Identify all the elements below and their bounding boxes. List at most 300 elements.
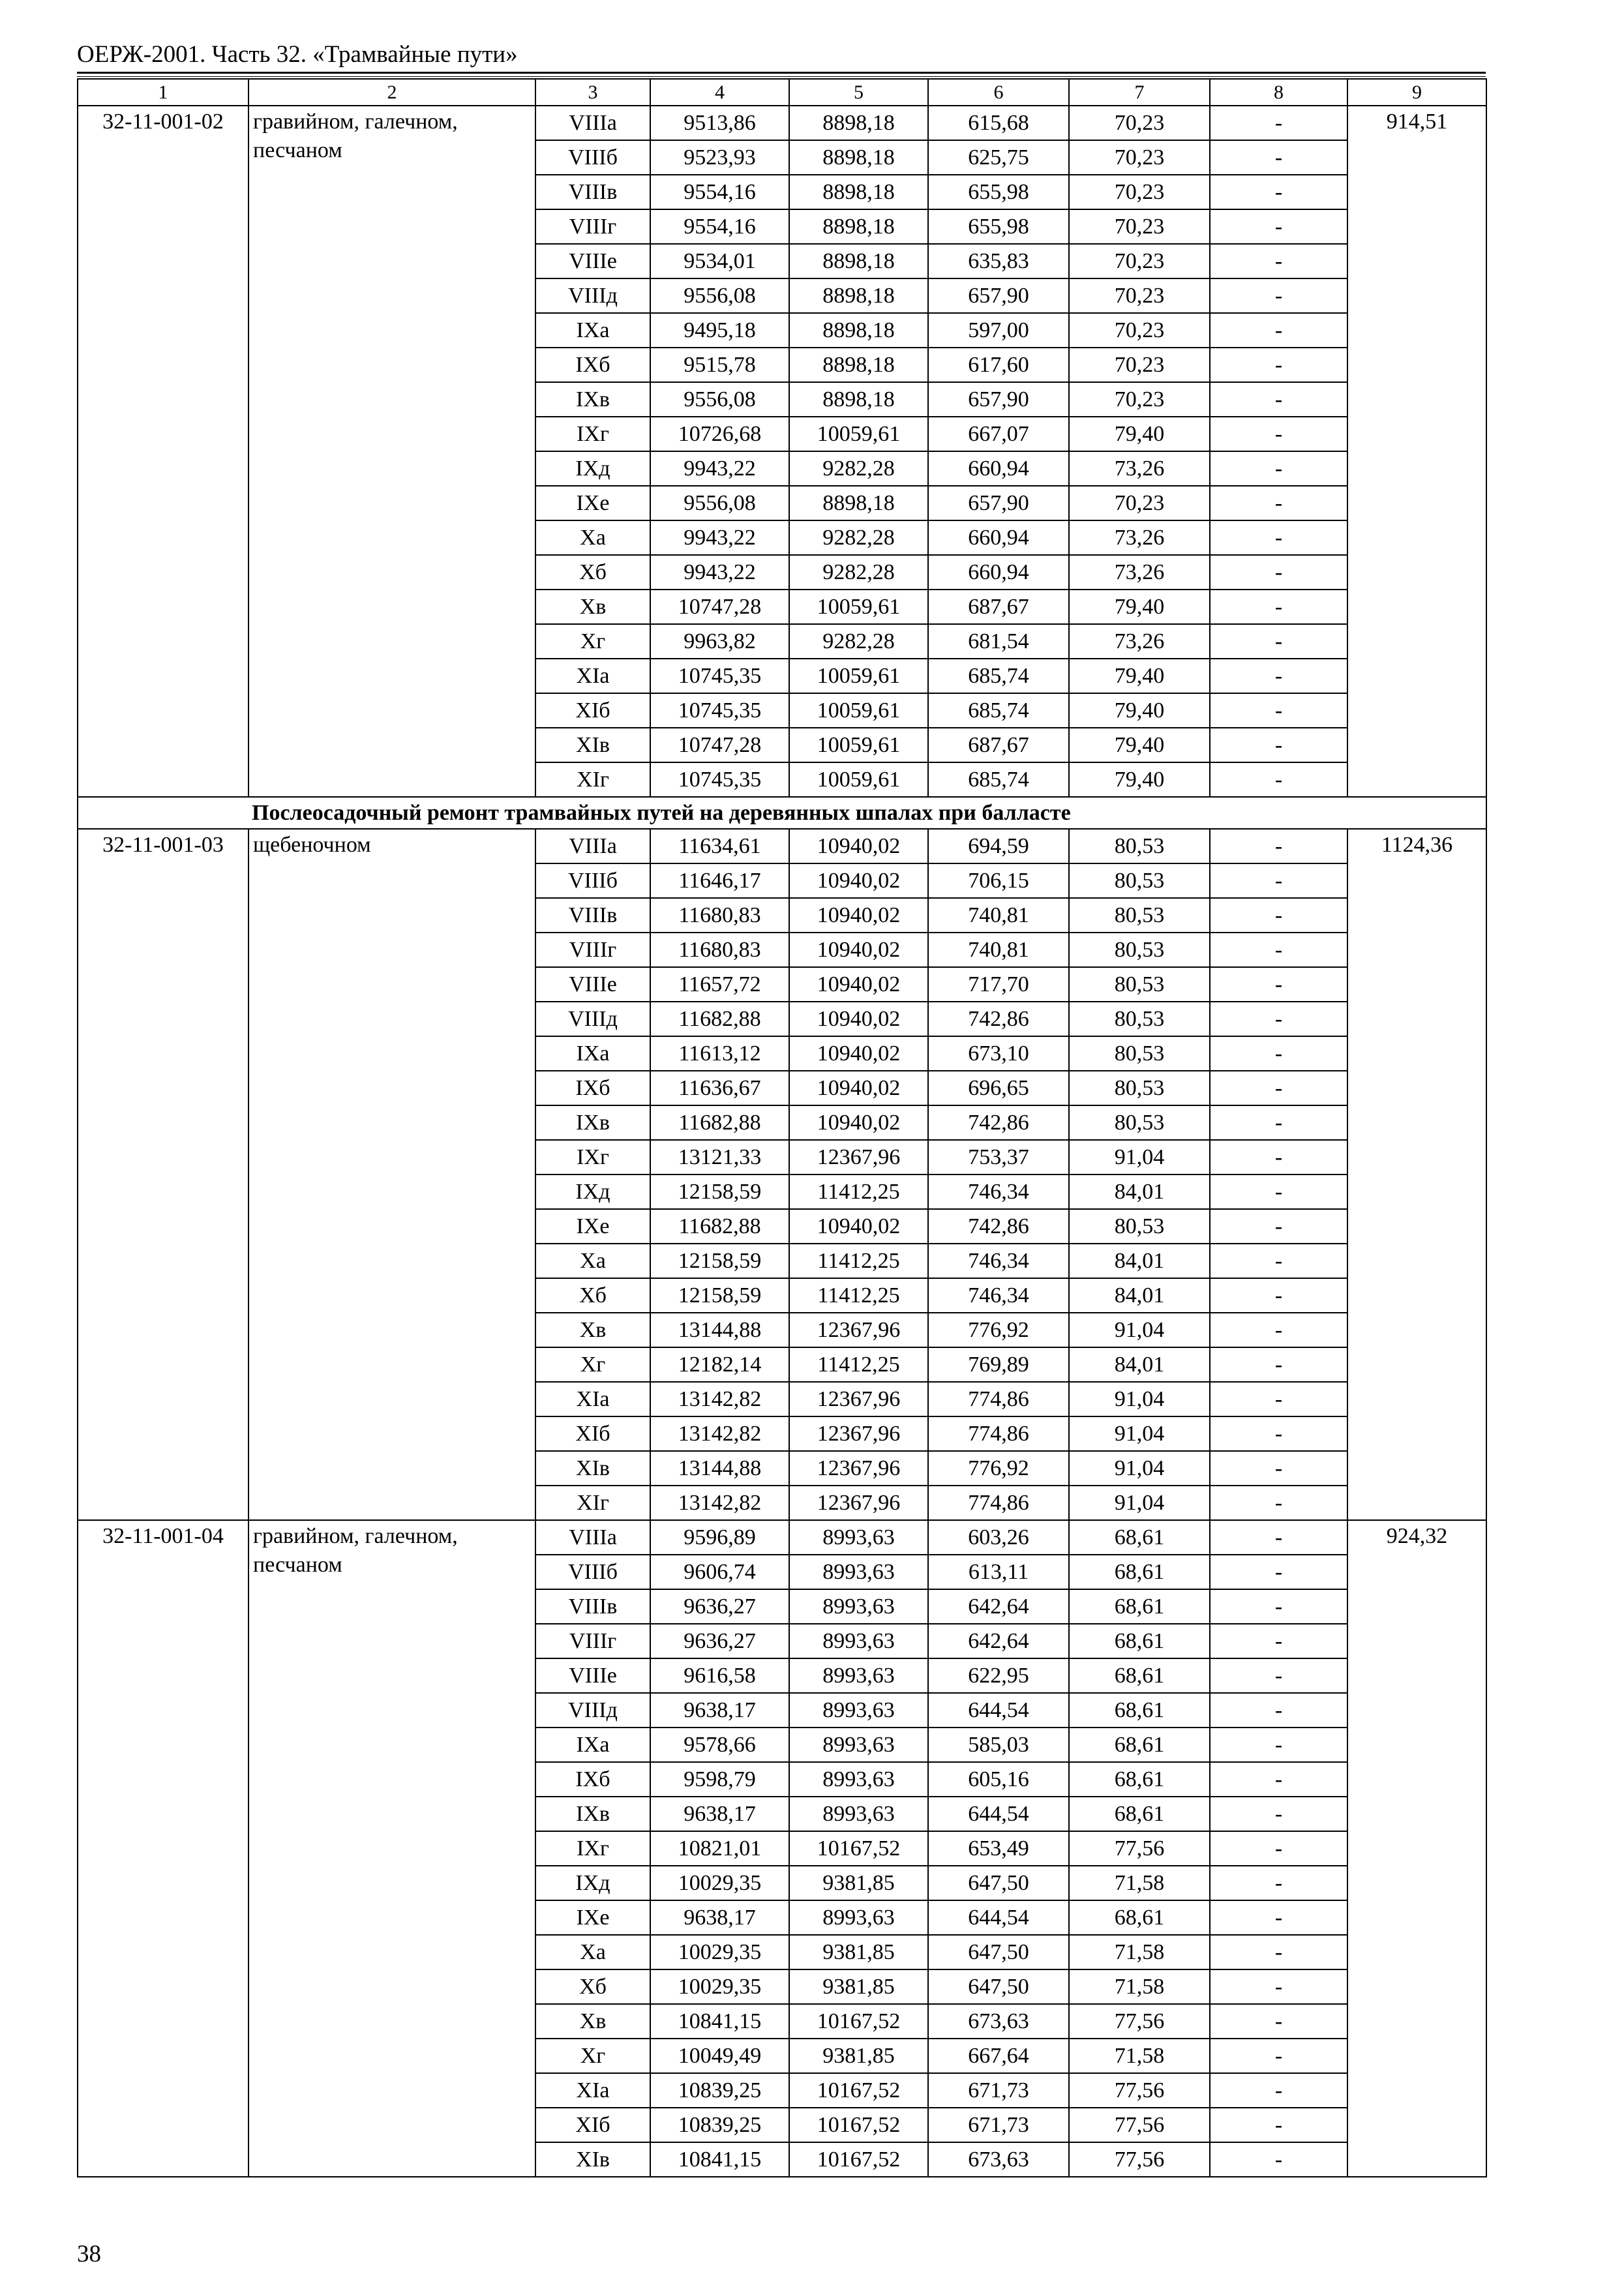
- value-cell: -: [1210, 1555, 1347, 1589]
- value-cell: 10167,52: [789, 1831, 928, 1866]
- value-cell: 644,54: [928, 1797, 1069, 1831]
- value-cell: 9513,86: [650, 106, 789, 140]
- value-cell: 8898,18: [789, 278, 928, 313]
- value-cell: 10747,28: [650, 728, 789, 762]
- value-cell: 80,53: [1069, 829, 1210, 863]
- value-cell: 10940,02: [789, 1105, 928, 1140]
- value-cell: -: [1210, 1278, 1347, 1313]
- value-cell: -: [1210, 1762, 1347, 1797]
- price-cell: 914,51: [1347, 106, 1486, 797]
- value-cell: 9381,85: [789, 1935, 928, 1969]
- value-cell: 9578,66: [650, 1728, 789, 1762]
- value-cell: 80,53: [1069, 898, 1210, 933]
- value-cell: 11682,88: [650, 1209, 789, 1244]
- value-cell: 9636,27: [650, 1624, 789, 1658]
- value-cell: 11636,67: [650, 1071, 789, 1105]
- value-cell: -: [1210, 140, 1347, 175]
- value-cell: 11412,25: [789, 1347, 928, 1382]
- value-cell: 10059,61: [789, 417, 928, 451]
- column-number: 1: [78, 79, 248, 106]
- value-cell: -: [1210, 1313, 1347, 1347]
- value-cell: 71,58: [1069, 1866, 1210, 1900]
- value-cell: 10029,35: [650, 1866, 789, 1900]
- value-cell: 585,03: [928, 1728, 1069, 1762]
- value-cell: 605,16: [928, 1762, 1069, 1797]
- value-cell: 10839,25: [650, 2108, 789, 2142]
- value-cell: 9616,58: [650, 1658, 789, 1693]
- value-cell: 687,67: [928, 728, 1069, 762]
- column-number-row: [78, 79, 1486, 106]
- value-cell: 11613,12: [650, 1036, 789, 1071]
- value-cell: IXе: [535, 486, 650, 520]
- table-row: [78, 106, 1486, 140]
- value-cell: XIб: [535, 693, 650, 728]
- value-cell: -: [1210, 2142, 1347, 2177]
- value-cell: 9534,01: [650, 244, 789, 278]
- value-cell: 694,59: [928, 829, 1069, 863]
- value-cell: 10841,15: [650, 2004, 789, 2039]
- value-cell: 774,86: [928, 1416, 1069, 1451]
- value-cell: 742,86: [928, 1209, 1069, 1244]
- value-cell: 79,40: [1069, 590, 1210, 624]
- value-cell: 10059,61: [789, 762, 928, 797]
- table-row: [78, 829, 1486, 863]
- value-cell: 655,98: [928, 209, 1069, 244]
- value-cell: VIIIд: [535, 1693, 650, 1728]
- value-cell: 80,53: [1069, 1105, 1210, 1140]
- value-cell: 706,15: [928, 863, 1069, 898]
- value-cell: 70,23: [1069, 140, 1210, 175]
- value-cell: 615,68: [928, 106, 1069, 140]
- value-cell: 9556,08: [650, 382, 789, 417]
- value-cell: -: [1210, 2039, 1347, 2073]
- value-cell: 622,95: [928, 1658, 1069, 1693]
- value-cell: 774,86: [928, 1382, 1069, 1416]
- value-cell: 8993,63: [789, 1589, 928, 1624]
- value-cell: 12367,96: [789, 1451, 928, 1486]
- value-cell: 70,23: [1069, 348, 1210, 382]
- value-cell: 77,56: [1069, 2108, 1210, 2142]
- value-cell: -: [1210, 1969, 1347, 2004]
- value-cell: -: [1210, 1071, 1347, 1105]
- value-cell: 9381,85: [789, 1969, 928, 2004]
- value-cell: Xв: [535, 1313, 650, 1347]
- value-cell: 769,89: [928, 1347, 1069, 1382]
- value-cell: 742,86: [928, 1105, 1069, 1140]
- value-cell: 70,23: [1069, 278, 1210, 313]
- column-number: 7: [1069, 79, 1210, 106]
- value-cell: 9282,28: [789, 624, 928, 659]
- value-cell: 597,00: [928, 313, 1069, 348]
- value-cell: -: [1210, 417, 1347, 451]
- value-cell: -: [1210, 1105, 1347, 1140]
- value-cell: 642,64: [928, 1589, 1069, 1624]
- value-cell: 647,50: [928, 1969, 1069, 2004]
- value-cell: 91,04: [1069, 1486, 1210, 1520]
- value-cell: -: [1210, 933, 1347, 967]
- value-cell: Xг: [535, 1347, 650, 1382]
- value-cell: 8898,18: [789, 209, 928, 244]
- value-cell: 746,34: [928, 1174, 1069, 1209]
- value-cell: 685,74: [928, 693, 1069, 728]
- value-cell: 11657,72: [650, 967, 789, 1002]
- value-cell: 70,23: [1069, 106, 1210, 140]
- value-cell: 70,23: [1069, 209, 1210, 244]
- value-cell: 68,61: [1069, 1589, 1210, 1624]
- value-cell: 79,40: [1069, 693, 1210, 728]
- value-cell: 84,01: [1069, 1347, 1210, 1382]
- value-cell: 12182,14: [650, 1347, 789, 1382]
- value-cell: 9282,28: [789, 451, 928, 486]
- value-cell: -: [1210, 590, 1347, 624]
- value-cell: XIб: [535, 1416, 650, 1451]
- value-cell: 68,61: [1069, 1693, 1210, 1728]
- value-cell: -: [1210, 1140, 1347, 1174]
- value-cell: 10029,35: [650, 1969, 789, 2004]
- value-cell: Xг: [535, 624, 650, 659]
- value-cell: 673,10: [928, 1036, 1069, 1071]
- value-cell: Xг: [535, 2039, 650, 2073]
- value-cell: 740,81: [928, 933, 1069, 967]
- value-cell: 91,04: [1069, 1140, 1210, 1174]
- value-cell: 9523,93: [650, 140, 789, 175]
- value-cell: 10821,01: [650, 1831, 789, 1866]
- value-cell: 70,23: [1069, 244, 1210, 278]
- value-cell: XIг: [535, 1486, 650, 1520]
- value-cell: 8898,18: [789, 175, 928, 209]
- value-cell: 68,61: [1069, 1900, 1210, 1935]
- value-cell: 70,23: [1069, 313, 1210, 348]
- value-cell: -: [1210, 1935, 1347, 1969]
- value-cell: VIIIд: [535, 1002, 650, 1036]
- value-cell: -: [1210, 348, 1347, 382]
- value-cell: 11412,25: [789, 1174, 928, 1209]
- value-cell: IXг: [535, 1831, 650, 1866]
- value-cell: VIIIб: [535, 140, 650, 175]
- value-cell: 8898,18: [789, 382, 928, 417]
- value-cell: 9638,17: [650, 1693, 789, 1728]
- value-cell: -: [1210, 2073, 1347, 2108]
- value-cell: -: [1210, 486, 1347, 520]
- value-cell: XIв: [535, 2142, 650, 2177]
- value-cell: -: [1210, 382, 1347, 417]
- value-cell: -: [1210, 1831, 1347, 1866]
- value-cell: 653,49: [928, 1831, 1069, 1866]
- value-cell: -: [1210, 693, 1347, 728]
- value-cell: 9381,85: [789, 2039, 928, 2073]
- value-cell: IXв: [535, 382, 650, 417]
- value-cell: 91,04: [1069, 1416, 1210, 1451]
- value-cell: XIг: [535, 762, 650, 797]
- value-cell: -: [1210, 1693, 1347, 1728]
- value-cell: 79,40: [1069, 728, 1210, 762]
- value-cell: 776,92: [928, 1313, 1069, 1347]
- value-cell: -: [1210, 967, 1347, 1002]
- value-cell: 9638,17: [650, 1797, 789, 1831]
- value-cell: 673,63: [928, 2142, 1069, 2177]
- value-cell: -: [1210, 2004, 1347, 2039]
- page-header: ОЕРЖ-2001. Часть 32. «Трамвайные пути»: [77, 41, 518, 68]
- value-cell: 77,56: [1069, 2142, 1210, 2177]
- value-cell: 80,53: [1069, 863, 1210, 898]
- value-cell: 10940,02: [789, 1071, 928, 1105]
- value-cell: 70,23: [1069, 382, 1210, 417]
- value-cell: VIIIб: [535, 1555, 650, 1589]
- value-cell: 13142,82: [650, 1486, 789, 1520]
- value-cell: 68,61: [1069, 1624, 1210, 1658]
- value-cell: VIIIе: [535, 967, 650, 1002]
- value-cell: -: [1210, 1589, 1347, 1624]
- value-cell: 11682,88: [650, 1105, 789, 1140]
- value-cell: -: [1210, 1036, 1347, 1071]
- value-cell: 667,64: [928, 2039, 1069, 2073]
- value-cell: 10059,61: [789, 659, 928, 693]
- value-cell: 9606,74: [650, 1555, 789, 1589]
- value-cell: 9943,22: [650, 555, 789, 590]
- value-cell: 644,54: [928, 1693, 1069, 1728]
- value-cell: -: [1210, 1728, 1347, 1762]
- value-cell: 10745,35: [650, 659, 789, 693]
- value-cell: VIIIг: [535, 933, 650, 967]
- value-cell: Xв: [535, 2004, 650, 2039]
- value-cell: 9943,22: [650, 451, 789, 486]
- value-cell: 10167,52: [789, 2004, 928, 2039]
- value-cell: -: [1210, 898, 1347, 933]
- value-cell: -: [1210, 1451, 1347, 1486]
- price-table: [77, 78, 1487, 2177]
- value-cell: 10940,02: [789, 829, 928, 863]
- value-cell: 80,53: [1069, 1036, 1210, 1071]
- value-cell: 10726,68: [650, 417, 789, 451]
- value-cell: 776,92: [928, 1451, 1069, 1486]
- value-cell: IXе: [535, 1209, 650, 1244]
- value-cell: 13144,88: [650, 1313, 789, 1347]
- value-cell: IXб: [535, 348, 650, 382]
- value-cell: VIIIа: [535, 1520, 650, 1555]
- value-cell: -: [1210, 659, 1347, 693]
- value-cell: 10841,15: [650, 2142, 789, 2177]
- value-cell: 13142,82: [650, 1416, 789, 1451]
- page-number: 38: [77, 2241, 101, 2267]
- value-cell: 8993,63: [789, 1797, 928, 1831]
- value-cell: 657,90: [928, 486, 1069, 520]
- value-cell: VIIIв: [535, 175, 650, 209]
- value-cell: 8993,63: [789, 1624, 928, 1658]
- value-cell: 647,50: [928, 1866, 1069, 1900]
- price-cell: 1124,36: [1347, 829, 1486, 1520]
- value-cell: 742,86: [928, 1002, 1069, 1036]
- value-cell: Xа: [535, 520, 650, 555]
- value-cell: 10940,02: [789, 898, 928, 933]
- value-cell: -: [1210, 1486, 1347, 1520]
- value-cell: -: [1210, 209, 1347, 244]
- value-cell: IXг: [535, 1140, 650, 1174]
- value-cell: 10049,49: [650, 2039, 789, 2073]
- value-cell: Xв: [535, 590, 650, 624]
- description-cell: гравийном, галечном, песчаном: [248, 1520, 535, 2177]
- value-cell: 8898,18: [789, 313, 928, 348]
- value-cell: 68,61: [1069, 1797, 1210, 1831]
- value-cell: 613,11: [928, 1555, 1069, 1589]
- value-cell: -: [1210, 1347, 1347, 1382]
- value-cell: 9554,16: [650, 175, 789, 209]
- value-cell: 660,94: [928, 451, 1069, 486]
- value-cell: 11646,17: [650, 863, 789, 898]
- value-cell: -: [1210, 1244, 1347, 1278]
- code-cell: 32-11-001-04: [78, 1520, 248, 2177]
- value-cell: 671,73: [928, 2108, 1069, 2142]
- value-cell: 603,26: [928, 1520, 1069, 1555]
- value-cell: 9638,17: [650, 1900, 789, 1935]
- value-cell: 8993,63: [789, 1658, 928, 1693]
- code-cell: 32-11-001-02: [78, 106, 248, 797]
- value-cell: 9636,27: [650, 1589, 789, 1624]
- value-cell: VIIIе: [535, 244, 650, 278]
- value-cell: 11412,25: [789, 1278, 928, 1313]
- value-cell: 10059,61: [789, 590, 928, 624]
- value-cell: -: [1210, 2108, 1347, 2142]
- value-cell: 71,58: [1069, 1935, 1210, 1969]
- value-cell: IXв: [535, 1797, 650, 1831]
- table-body: [78, 79, 1486, 2177]
- value-cell: VIIIб: [535, 863, 650, 898]
- value-cell: 13144,88: [650, 1451, 789, 1486]
- value-cell: -: [1210, 1624, 1347, 1658]
- value-cell: -: [1210, 829, 1347, 863]
- value-cell: 11682,88: [650, 1002, 789, 1036]
- value-cell: 617,60: [928, 348, 1069, 382]
- value-cell: 746,34: [928, 1278, 1069, 1313]
- value-cell: 12158,59: [650, 1244, 789, 1278]
- value-cell: IXа: [535, 1036, 650, 1071]
- value-cell: 9282,28: [789, 520, 928, 555]
- value-cell: IXе: [535, 1900, 650, 1935]
- value-cell: -: [1210, 1416, 1347, 1451]
- value-cell: -: [1210, 175, 1347, 209]
- value-cell: -: [1210, 1866, 1347, 1900]
- value-cell: 8898,18: [789, 106, 928, 140]
- value-cell: IXд: [535, 1866, 650, 1900]
- value-cell: 9556,08: [650, 278, 789, 313]
- value-cell: 8898,18: [789, 348, 928, 382]
- value-cell: VIIIг: [535, 1624, 650, 1658]
- value-cell: 9495,18: [650, 313, 789, 348]
- value-cell: IXд: [535, 1174, 650, 1209]
- value-cell: 77,56: [1069, 2004, 1210, 2039]
- column-number: 5: [789, 79, 928, 106]
- column-number: 4: [650, 79, 789, 106]
- value-cell: 12158,59: [650, 1278, 789, 1313]
- value-cell: XIа: [535, 2073, 650, 2108]
- value-cell: 8898,18: [789, 244, 928, 278]
- value-cell: 10940,02: [789, 863, 928, 898]
- value-cell: 12367,96: [789, 1313, 928, 1347]
- value-cell: 9598,79: [650, 1762, 789, 1797]
- value-cell: -: [1210, 1209, 1347, 1244]
- value-cell: -: [1210, 863, 1347, 898]
- value-cell: 80,53: [1069, 1071, 1210, 1105]
- value-cell: 740,81: [928, 898, 1069, 933]
- value-cell: IXб: [535, 1762, 650, 1797]
- value-cell: -: [1210, 1174, 1347, 1209]
- value-cell: 10167,52: [789, 2142, 928, 2177]
- value-cell: 681,54: [928, 624, 1069, 659]
- value-cell: 642,64: [928, 1624, 1069, 1658]
- value-cell: -: [1210, 728, 1347, 762]
- value-cell: 68,61: [1069, 1762, 1210, 1797]
- value-cell: XIв: [535, 1451, 650, 1486]
- value-cell: 671,73: [928, 2073, 1069, 2108]
- value-cell: 657,90: [928, 278, 1069, 313]
- price-cell: 924,32: [1347, 1520, 1486, 2177]
- value-cell: 644,54: [928, 1900, 1069, 1935]
- value-cell: 70,23: [1069, 175, 1210, 209]
- value-cell: 68,61: [1069, 1520, 1210, 1555]
- value-cell: 8993,63: [789, 1555, 928, 1589]
- value-cell: -: [1210, 555, 1347, 590]
- value-cell: 10059,61: [789, 693, 928, 728]
- value-cell: 68,61: [1069, 1728, 1210, 1762]
- value-cell: 9963,82: [650, 624, 789, 659]
- value-cell: -: [1210, 1797, 1347, 1831]
- value-cell: 73,26: [1069, 555, 1210, 590]
- value-cell: 9596,89: [650, 1520, 789, 1555]
- section-row: [78, 797, 1486, 829]
- value-cell: 673,63: [928, 2004, 1069, 2039]
- value-cell: -: [1210, 451, 1347, 486]
- value-cell: 753,37: [928, 1140, 1069, 1174]
- value-cell: IXа: [535, 1728, 650, 1762]
- value-cell: 774,86: [928, 1486, 1069, 1520]
- column-number: 9: [1347, 79, 1486, 106]
- value-cell: 80,53: [1069, 1209, 1210, 1244]
- value-cell: XIв: [535, 728, 650, 762]
- value-cell: VIIIв: [535, 898, 650, 933]
- value-cell: VIIIг: [535, 209, 650, 244]
- value-cell: 657,90: [928, 382, 1069, 417]
- description-cell: щебеночном: [248, 829, 535, 1520]
- value-cell: 746,34: [928, 1244, 1069, 1278]
- value-cell: 8993,63: [789, 1762, 928, 1797]
- column-number: 3: [535, 79, 650, 106]
- value-cell: 84,01: [1069, 1174, 1210, 1209]
- value-cell: 84,01: [1069, 1278, 1210, 1313]
- value-cell: 79,40: [1069, 659, 1210, 693]
- value-cell: 79,40: [1069, 417, 1210, 451]
- value-cell: 13142,82: [650, 1382, 789, 1416]
- value-cell: 73,26: [1069, 624, 1210, 659]
- value-cell: 73,26: [1069, 520, 1210, 555]
- value-cell: -: [1210, 1900, 1347, 1935]
- value-cell: 11680,83: [650, 933, 789, 967]
- value-cell: 91,04: [1069, 1451, 1210, 1486]
- value-cell: -: [1210, 1520, 1347, 1555]
- value-cell: VIIIд: [535, 278, 650, 313]
- value-cell: Xа: [535, 1244, 650, 1278]
- value-cell: -: [1210, 624, 1347, 659]
- value-cell: IXа: [535, 313, 650, 348]
- value-cell: 12367,96: [789, 1416, 928, 1451]
- value-cell: Xб: [535, 1278, 650, 1313]
- value-cell: 12158,59: [650, 1174, 789, 1209]
- value-cell: XIа: [535, 1382, 650, 1416]
- value-cell: 10029,35: [650, 1935, 789, 1969]
- value-cell: -: [1210, 278, 1347, 313]
- value-cell: -: [1210, 1002, 1347, 1036]
- value-cell: 10167,52: [789, 2073, 928, 2108]
- header-rule-thick: [77, 72, 1486, 74]
- value-cell: -: [1210, 106, 1347, 140]
